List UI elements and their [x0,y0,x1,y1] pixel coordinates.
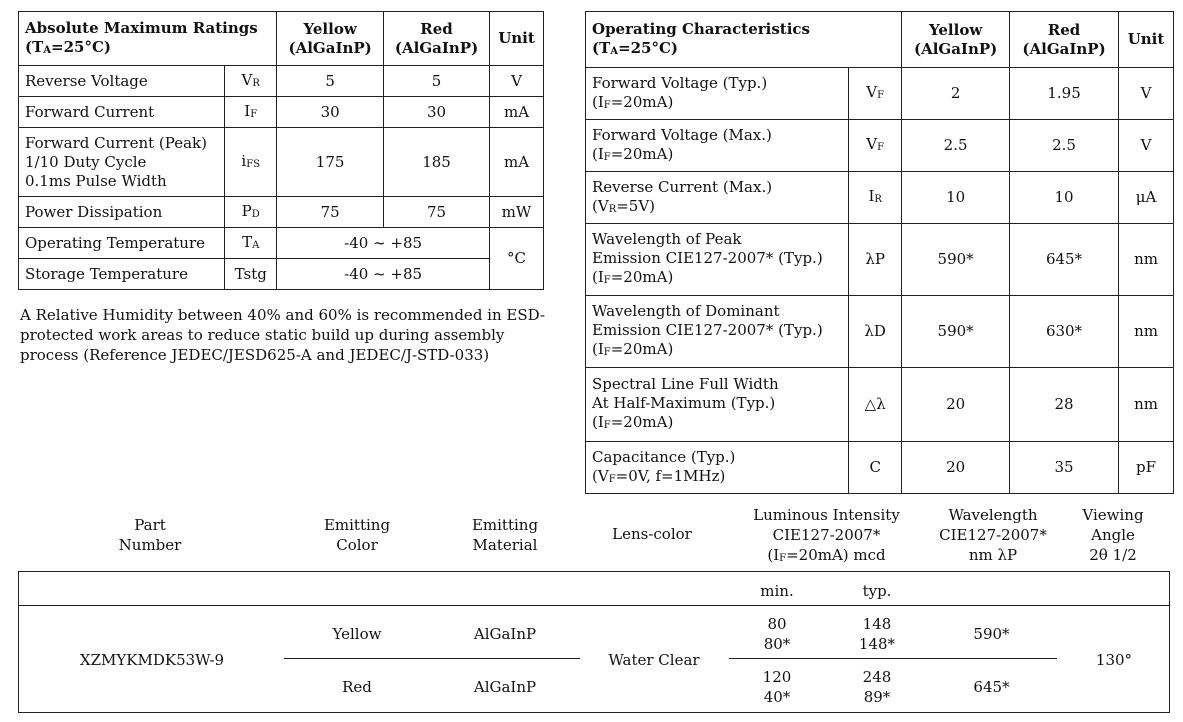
amr-param: Power Dissipation [19,197,225,228]
amr-row-reverse-voltage [19,66,544,97]
oc-red-value: 2.5 [1010,120,1119,172]
luminous-intensity-header [735,505,918,568]
wavelength-header-line: Wavelength [948,506,1038,524]
oc-row-forward-voltage-max [586,120,1174,172]
yellow-color-cell: Yellow [332,625,382,643]
emitting-color-header-line: Color [336,536,378,554]
oc-param [586,296,849,368]
oc-red-value: 1.95 [1010,68,1119,120]
oc-condition [592,39,895,60]
oc-symbol: λD [849,296,902,368]
amr-unit: mA [490,97,544,128]
part-table [18,571,1170,713]
amr-sym-main: T [242,232,253,251]
part-number-header [90,515,210,555]
oc-unit: V [1119,120,1174,172]
amr-red-value: 185 [384,128,490,197]
oc-cond-sub: F [608,473,616,485]
oc-yellow-value: 20 [902,442,1010,494]
min-label: min. [760,582,794,600]
lum-cond-pre: (I [767,546,780,564]
viewing-angle-header [1068,505,1158,565]
oc-unit: nm [1119,296,1174,368]
oc-unit: μA [1119,172,1174,224]
oc-title [586,12,902,68]
luminous-intensity-header-line: Luminous Intensity [753,506,900,524]
amr-title-text: Absolute Maximum Ratings [25,18,258,37]
oc-header-row [586,12,1174,68]
emitting-color-header [297,515,417,555]
amr-range-value: -40 ~ +85 [277,228,490,259]
oc-sym-sub: R [874,194,882,205]
red-material-cell: AlGaInP [473,678,537,696]
wavelength-header [926,505,1060,565]
red-color-cell: Red [342,678,372,696]
oc-cond-post: =5V) [616,196,656,215]
amr-row-forward-current-peak [19,128,544,197]
oc-cond-post: =20mA) [610,340,674,358]
viewing-angle-header-line: Viewing [1082,506,1144,524]
amr-symbol [225,228,277,259]
amr-unit: mA [490,128,544,197]
oc-param [586,368,849,442]
oc-red-value: 35 [1010,442,1119,494]
yellow-typ-value: 148 [862,615,892,633]
oc-row-reverse-current [586,172,1174,224]
amr-unit: mW [490,197,544,228]
oc-yellow-value: 590* [902,296,1010,368]
emitting-color-header-line: Emitting [323,516,391,534]
oc-param [586,224,849,296]
oc-param-line: Emission CIE127-2007* (Typ.) [592,249,823,267]
row-divider-right [729,658,1057,659]
oc-param-line: Capacitance (Typ.) [592,447,736,466]
amr-cond-pre: (T [25,37,44,56]
yellow-material-cell: AlGaInP [473,625,537,643]
amr-param [19,128,225,197]
amr-unit: °C [490,228,544,290]
oc-cond-pre: (I [592,144,604,163]
oc-red-value: 10 [1010,172,1119,224]
oc-col-yellow [902,12,1010,68]
oc-col-unit: Unit [1119,12,1174,68]
amr-symbol: Tstg [225,259,277,290]
viewing-angle-header-line: Angle [1091,526,1135,544]
amr-range-value: -40 ~ +85 [277,259,490,290]
amr-red-value: 75 [384,197,490,228]
oc-row-peak-wavelength [586,224,1174,296]
oc-cond-pre: (V [592,196,609,215]
red-min-cell [745,667,809,707]
red-min-value-cie: 40* [763,688,791,706]
oc-cond-sub: F [603,275,611,286]
amr-sym-sub: F [250,108,258,120]
oc-param [586,442,849,494]
oc-symbol [849,68,902,120]
yellow-typ-value-cie: 148* [858,635,896,653]
amr-col-yellow [277,12,384,66]
amr-param: Operating Temperature [19,228,225,259]
oc-param-line: Emission CIE127-2007* (Typ.) [592,321,823,339]
wavelength-header-line: CIE127-2007* [939,526,1047,544]
oc-cond-post: =20mA) [610,92,674,111]
amr-row-storage-temperature [19,259,544,290]
oc-unit: nm [1119,368,1174,442]
red-typ-value: 248 [862,668,892,686]
oc-cond-post: =20mA) [610,144,674,163]
oc-row-spectral-width [586,368,1174,442]
humidity-note: A Relative Humidity between 40% and 60% is recommended in ESD-protected work areas to reduce static build up during assembly process (Reference JEDEC/JESD625-A and JEDEC/J-STD-033) [20,306,546,364]
oc-param-condition [592,340,842,361]
emitting-material-header [445,515,565,555]
oc-cond-sub: F [603,151,611,163]
oc-yellow-value: 2.5 [902,120,1010,172]
oc-symbol [849,172,902,224]
oc-cond-sub: A [610,45,619,57]
oc-cond-post: =0V, f=1MHz) [615,466,726,485]
oc-param-line: Reverse Current (Max.) [592,177,773,196]
amr-sym-main: P [241,201,252,220]
amr-row-power-dissipation [19,197,544,228]
amr-col-yellow-label: Yellow [303,19,357,38]
yellow-min-value: 80 [767,615,787,633]
oc-unit: nm [1119,224,1174,296]
oc-param-line: At Half-Maximum (Typ.) [592,394,776,412]
amr-red-value: 30 [384,97,490,128]
amr-sym-main: i [241,151,247,170]
amr-header-row [19,12,544,66]
amr-row-forward-current [19,97,544,128]
lens-color-header: Lens-color [612,525,692,543]
viewing-angle-cell: 130° [1095,651,1133,669]
lens-color-cell: Water Clear [608,651,700,669]
oc-param-line: Forward Voltage (Max.) [592,125,772,144]
red-wavelength-cell: 645* [973,678,1010,696]
amr-col-red [384,12,490,66]
part-number-header-line: Number [118,536,182,554]
oc-cond-pre: (T [592,38,611,57]
lum-cond-sub: F [779,553,787,564]
amr-symbol [225,97,277,128]
oc-symbol: C [849,442,902,494]
oc-col-red-material: (AlGaInP) [1022,39,1106,58]
oc-param-line: Spectral Line Full Width [592,375,779,393]
typ-label: typ. [862,582,892,600]
oc-yellow-value: 2 [902,68,1010,120]
red-typ-cell [845,667,909,707]
oc-param-condition [592,197,842,218]
oc-red-value: 28 [1010,368,1119,442]
oc-param-line: Wavelength of Dominant [592,302,780,320]
yellow-wavelength-cell: 590* [973,625,1010,643]
amr-cond-post: =25°C) [51,37,112,56]
absolute-maximum-ratings-table [18,11,544,290]
amr-symbol [225,66,277,97]
oc-row-capacitance [586,442,1174,494]
amr-param-line: 0.1ms Pulse Width [25,171,167,190]
luminous-intensity-header-line: CIE127-2007* [772,526,881,544]
oc-col-red [1010,12,1119,68]
oc-param-line: Wavelength of Peak [592,230,742,248]
amr-yellow-value: 75 [277,197,384,228]
amr-condition [25,38,270,59]
amr-yellow-value: 5 [277,66,384,97]
oc-param [586,120,849,172]
oc-red-value: 645* [1010,224,1119,296]
oc-col-red-label: Red [1047,20,1081,39]
amr-sym-main: I [244,101,251,120]
oc-param-condition [592,268,842,289]
row-divider-left [284,658,580,659]
amr-symbol [225,128,277,197]
oc-param-line: Forward Voltage (Typ.) [592,73,768,92]
amr-sym-sub: R [252,77,260,89]
amr-param: Forward Current [19,97,225,128]
amr-yellow-value: 175 [277,128,384,197]
oc-symbol: △λ [849,368,902,442]
oc-cond-sub: F [603,347,611,358]
amr-sym-sub: D [251,208,260,220]
oc-row-forward-voltage-typ [586,68,1174,120]
amr-col-yellow-material: (AlGaInP) [288,38,372,57]
oc-col-yellow-label: Yellow [928,20,983,39]
part-number-header-line: Part [134,516,166,534]
amr-title [19,12,277,66]
viewing-angle-header-line: 2θ 1/2 [1089,546,1137,564]
oc-title-text: Operating Characteristics [592,19,811,38]
amr-symbol [225,197,277,228]
amr-sym-sub: A [252,239,260,251]
oc-sym-sub: F [877,142,885,153]
amr-param: Reverse Voltage [19,66,225,97]
operating-characteristics-table [585,11,1174,494]
oc-yellow-value: 590* [902,224,1010,296]
oc-cond-sub: F [603,420,611,431]
amr-unit: V [490,66,544,97]
oc-param-condition [592,413,842,434]
amr-cond-sub: A [43,44,52,56]
amr-param-line: 1/10 Duty Cycle [25,152,147,171]
red-min-value: 120 [762,668,792,686]
amr-col-unit: Unit [490,12,544,66]
oc-symbol [849,120,902,172]
amr-row-operating-temperature [19,228,544,259]
oc-sym-main: V [866,135,878,153]
oc-symbol: λP [849,224,902,296]
oc-cond-sub: R [608,203,617,215]
amr-col-red-label: Red [420,19,453,38]
yellow-typ-cell [845,614,909,654]
part-number-cell: XZMYKMDK53W-9 [79,651,225,669]
oc-cond-post: =20mA) [610,413,674,431]
oc-sym-main: V [866,83,878,101]
oc-row-dominant-wavelength [586,296,1174,368]
amr-param: Storage Temperature [19,259,225,290]
oc-cond-pre: (I [592,340,604,358]
red-typ-value-cie: 89* [863,688,891,706]
amr-red-value: 5 [384,66,490,97]
amr-col-red-material: (AlGaInP) [394,38,479,57]
lum-cond-post: =20mA) mcd [786,546,886,564]
oc-cond-pre: (V [592,466,609,485]
oc-yellow-value: 20 [902,368,1010,442]
luminous-intensity-condition [735,545,918,568]
amr-yellow-value: 30 [277,97,384,128]
oc-red-value: 630* [1010,296,1119,368]
oc-param-condition [592,145,842,166]
oc-sym-sub: F [877,90,885,101]
oc-param-condition [592,467,842,488]
emitting-material-header-line: Material [472,536,538,554]
oc-param [586,172,849,224]
amr-sym-sub: FS [246,158,260,170]
yellow-min-value-cie: 80* [763,635,791,653]
oc-sym-main: I [868,187,875,205]
oc-cond-post: =25°C) [618,38,679,57]
oc-cond-pre: (I [592,413,604,431]
oc-cond-pre: (I [592,92,604,111]
oc-yellow-value: 10 [902,172,1010,224]
oc-param [586,68,849,120]
amr-sym-main: V [241,70,253,89]
yellow-min-cell [745,614,809,654]
subheader-divider [19,605,1169,606]
amr-param-line: Forward Current (Peak) [25,133,207,152]
oc-cond-pre: (I [592,268,604,286]
oc-cond-post: =20mA) [610,268,674,286]
oc-col-yellow-material: (AlGaInP) [913,39,998,58]
oc-unit: pF [1119,442,1174,494]
emitting-material-header-line: Emitting [471,516,539,534]
oc-cond-sub: F [603,99,611,111]
oc-param-condition [592,93,842,114]
oc-unit: V [1119,68,1174,120]
wavelength-header-line: nm λP [968,546,1018,564]
